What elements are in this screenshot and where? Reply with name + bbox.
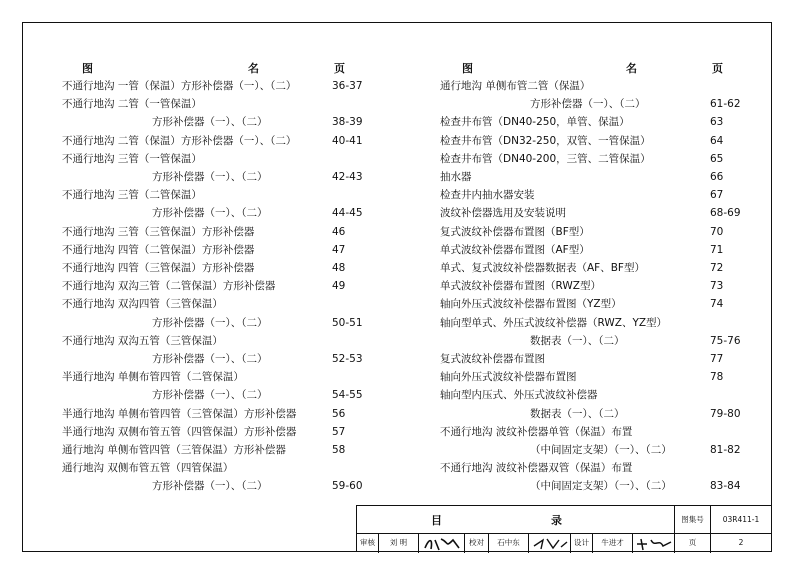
toc-row: [62, 332, 372, 350]
toc-row: [440, 405, 750, 423]
toc-row: [440, 314, 750, 332]
toc-entry-title: 轴向外压式波纹补偿器布置图: [440, 371, 577, 384]
toc-entry-title: 检查井布管（DN40-200，三管、二管保温）: [440, 152, 651, 165]
toc-row: [440, 132, 750, 150]
designer-name: 牛进才: [593, 534, 633, 553]
toc-entry-title: 方形补偿器（一）、（二）: [152, 116, 268, 129]
toc-row: [440, 368, 750, 386]
toc-entry-title: 不通行地沟 四管（二管保温）方形补偿器: [62, 243, 255, 256]
designer-signature: [633, 534, 675, 553]
toc-entry-title: 轴向型单式、外压式波纹补偿器（RWZ、YZ型）: [440, 316, 668, 329]
toc-entry-title: 数据表（一）、（二）: [530, 407, 625, 420]
toc-entry-page: 72: [710, 262, 724, 274]
toc-row: [62, 277, 372, 295]
toc-entry-title: （中间固定支架）（一）、（二）: [530, 444, 672, 456]
toc-entry-title: 不通行地沟 一管（保温）方形补偿器（一）、（二）: [62, 80, 297, 92]
toc-row: [440, 441, 750, 459]
toc-entry-title: 半通行地沟 双侧布管五管（四管保温）方形补偿器: [62, 425, 297, 438]
drawing-title: [357, 506, 675, 534]
toc-row: [62, 186, 372, 204]
designer-signature-mark: [633, 534, 675, 553]
left-header-fig: 图: [82, 62, 93, 75]
left-header-name: 名: [248, 62, 259, 75]
toc-entry-title: 数据表（一）、（二）: [530, 334, 625, 347]
toc-row: [62, 368, 372, 386]
toc-row: [62, 423, 372, 441]
toc-entry-title: 检查井内抽水器安装: [440, 189, 535, 202]
toc-row: [440, 168, 750, 186]
toc-entry-title: 方形补偿器（一）、（二）: [530, 98, 646, 111]
toc-entry-page: 78: [710, 371, 724, 384]
right-header-page: 页: [712, 62, 723, 75]
toc-entry-title: 不通行地沟 三管（一管保温）: [62, 152, 202, 165]
toc-row: [62, 350, 372, 368]
toc-row: [440, 295, 750, 313]
toc-row: [440, 113, 750, 131]
right-header-fig: 图: [462, 62, 473, 75]
toc-entry-title: 半通行地沟 单侧布管四管（二管保温）: [62, 371, 244, 384]
toc-entry-title: 不通行地沟 三管（三管保温）方形补偿器: [62, 225, 255, 238]
reviewer-signature-mark: [419, 534, 465, 553]
toc-entry-page: 56: [332, 407, 346, 420]
toc-row: [440, 259, 750, 277]
toc-entry-title: （中间固定支架）（一）、（二）: [530, 480, 672, 493]
toc-row: [440, 186, 750, 204]
toc-entry-page: 75-76: [710, 334, 741, 347]
toc-entry-page: 46: [332, 225, 346, 238]
toc-entry-page: 70: [710, 225, 724, 238]
title-block: [356, 505, 772, 552]
toc-entry-title: 单式波纹补偿器布置图（RWZ型）: [440, 280, 601, 293]
toc-row: [440, 350, 750, 368]
toc-row: [62, 204, 372, 222]
toc-row: [62, 223, 372, 241]
toc-entry-title: 通行地沟 双侧布管五管（四管保温）: [62, 462, 234, 475]
toc-entry-page: 63: [710, 116, 724, 129]
toc-row: [440, 386, 750, 404]
toc-row: [440, 204, 750, 222]
toc-entry-title: 方形补偿器（一）、（二）: [152, 389, 268, 402]
reviewer-name: 刘 明: [379, 534, 419, 553]
toc-entry-title: 轴向型内压式、外压式波纹补偿器: [440, 389, 598, 402]
toc-entry-title: 不通行地沟 波纹补偿器双管（保温）布置: [440, 462, 633, 475]
toc-row: [62, 132, 372, 150]
title-char-1: 目: [431, 514, 442, 527]
toc-row: [62, 241, 372, 259]
toc-entry-title: 方形补偿器（一）、（二）: [152, 207, 268, 220]
toc-row: [62, 314, 372, 332]
toc-entry-page: 73: [710, 280, 724, 293]
toc-entry-page: 83-84: [710, 480, 741, 493]
toc-entry-title: 不通行地沟 波纹补偿器单管（保温）布置: [440, 425, 633, 438]
checker-signature: [529, 534, 571, 553]
toc-entry-title: 方形补偿器（一）、（二）: [152, 316, 268, 329]
toc-entry-title: 不通行地沟 双沟三管（二管保温）方形补偿器: [62, 280, 276, 293]
toc-entry-page: 52-53: [332, 353, 363, 365]
toc-entry-title: 不通行地沟 四管（三管保温）方形补偿器: [62, 262, 255, 274]
toc-row: [440, 332, 750, 350]
left-header-page: 页: [334, 62, 345, 75]
toc-row: [62, 113, 372, 131]
toc-row: [440, 95, 750, 113]
toc-entry-page: 64: [710, 134, 724, 147]
toc-entry-page: 38-39: [332, 116, 363, 129]
toc-entry-page: 50-51: [332, 316, 363, 329]
toc-entry-title: 半通行地沟 单侧布管四管（三管保温）方形补偿器: [62, 407, 297, 420]
toc-entry-page: 42-43: [332, 171, 363, 183]
toc-entry-title: 波纹补偿器选用及安装说明: [440, 207, 566, 220]
toc-entry-page: 59-60: [332, 480, 363, 493]
toc-entry-title: 单式波纹补偿器布置图（AF型）: [440, 243, 590, 256]
toc-entry-page: 57: [332, 425, 346, 438]
toc-entry-title: 不通行地沟 三管（二管保温）: [62, 189, 202, 202]
toc-row: [440, 277, 750, 295]
toc-row: [440, 241, 750, 259]
toc-entry-page: 54-55: [332, 389, 363, 402]
toc-entry-page: 71: [710, 243, 724, 256]
toc-entry-title: 不通行地沟 双沟四管（三管保温）: [62, 298, 223, 311]
toc-row: [62, 441, 372, 459]
toc-entry-page: 49: [332, 280, 346, 293]
toc-entry-title: 检查井布管（DN40-250，单管、保温）: [440, 116, 630, 129]
design-label: 设计: [571, 534, 593, 553]
review-label: 审核: [357, 534, 379, 553]
toc-entry-title: 不通行地沟 双沟五管（三管保温）: [62, 334, 223, 347]
toc-entry-title: 不通行地沟 二管（一管保温）: [62, 98, 202, 111]
right-header-name: 名: [626, 62, 637, 75]
toc-entry-title: 通行地沟 单侧布管四管（三管保温）方形补偿器: [62, 444, 286, 456]
toc-entry-title: 复式波纹补偿器布置图（BF型）: [440, 225, 590, 238]
toc-entry-title: 方形补偿器（一）、（二）: [152, 171, 268, 183]
toc-entry-page: 65: [710, 152, 724, 165]
toc-row: [62, 386, 372, 404]
toc-entry-page: 68-69: [710, 207, 741, 220]
toc-entry-title: 单式、复式波纹补偿器数据表（AF、BF型）: [440, 262, 645, 274]
toc-entry-page: 81-82: [710, 444, 741, 456]
toc-row: [62, 477, 372, 495]
checker-signature-mark: [529, 534, 571, 553]
atlas-label: 图集号: [675, 506, 711, 533]
toc-row: [62, 77, 372, 95]
check-label: 校对: [465, 534, 489, 553]
toc-entry-page: 40-41: [332, 134, 363, 147]
toc-row: [62, 259, 372, 277]
page-label: 页: [675, 534, 711, 553]
toc-entry-title: 通行地沟 单侧布管二管（保温）: [440, 80, 591, 92]
toc-row: [62, 405, 372, 423]
page-number: 2: [738, 538, 744, 547]
toc-entry-page: 79-80: [710, 407, 741, 420]
toc-entry-title: 检查井布管（DN32-250，双管、一管保温）: [440, 134, 651, 147]
toc-entry-title: 轴向外压式波纹补偿器布置图（YZ型）: [440, 298, 622, 311]
toc-row: [62, 459, 372, 477]
toc-entry-page: 58: [332, 444, 346, 456]
toc-row: [62, 95, 372, 113]
toc-entry-title: 方形补偿器（一）、（二）: [152, 480, 268, 493]
toc-row: [62, 150, 372, 168]
atlas-number: 03R411-1: [722, 515, 760, 524]
toc-entry-page: 48: [332, 262, 346, 274]
title-block-bottom-row: [357, 534, 772, 553]
toc-row: [62, 295, 372, 313]
toc-row: [440, 459, 750, 477]
toc-entry-page: 74: [710, 298, 724, 311]
toc-row: [440, 423, 750, 441]
toc-entry-page: 67: [710, 189, 724, 202]
toc-entry-title: 复式波纹补偿器布置图: [440, 353, 545, 365]
toc-entry-page: 61-62: [710, 98, 741, 111]
toc-entry-page: 77: [710, 353, 724, 365]
title-char-2: 录: [551, 514, 562, 527]
toc-entry-page: 36-37: [332, 80, 363, 92]
toc-row: [440, 77, 750, 95]
toc-entry-title: 不通行地沟 二管（保温）方形补偿器（一）、（二）: [62, 134, 297, 147]
toc-row: [440, 477, 750, 495]
toc-entry-page: 66: [710, 171, 724, 183]
toc-row: [440, 150, 750, 168]
reviewer-signature: [419, 534, 465, 553]
toc-entry-page: 47: [332, 243, 346, 256]
toc-row: [62, 168, 372, 186]
toc-entry-page: 44-45: [332, 207, 363, 220]
toc-entry-title: 抽水器: [440, 171, 472, 183]
toc-entry-title: 方形补偿器（一）、（二）: [152, 353, 268, 365]
checker-name: 石中东: [489, 534, 529, 553]
title-block-top-row: [357, 506, 772, 534]
toc-row: [440, 223, 750, 241]
